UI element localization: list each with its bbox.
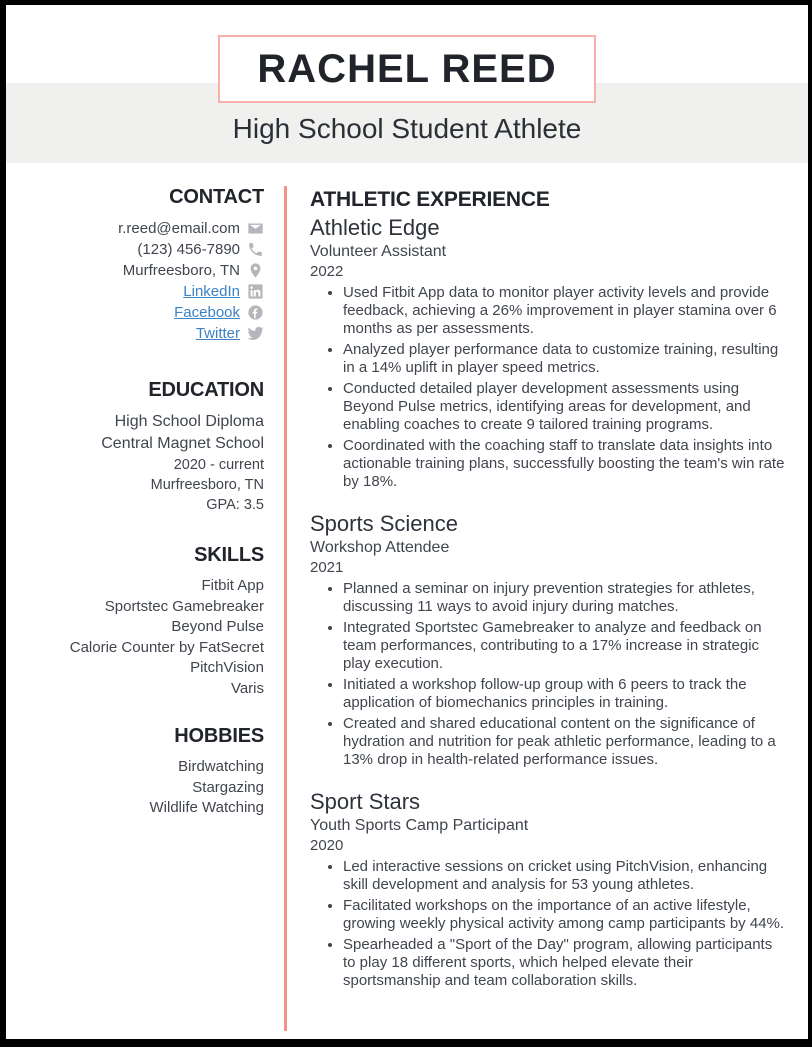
job-bullet: • Planned a seminar on injury prevention strategies for athletes, discussing 11 ways to avoid injury during matches.	[343, 580, 785, 616]
job-company: Athletic Edge	[310, 215, 440, 240]
candidate-name: RACHEL REED	[257, 46, 557, 91]
resume-header	[6, 5, 808, 163]
contact-location-text: Murfreesboro, TN	[122, 262, 240, 279]
contact-phone-row	[14, 239, 264, 260]
job-role: Workshop Attendee	[310, 539, 450, 556]
job-year: 2022	[310, 263, 344, 280]
contact-email-text: r.reed@email.com	[118, 220, 240, 237]
job-bullet: • Led interactive sessions on cricket using PitchVision, enhancing skill development and analysis for 53 young athletes.	[343, 858, 785, 894]
contact-phone-text: (123) 456-7890	[137, 241, 240, 258]
job-bullet: • Analyzed player performance data to customize training, resulting in a 14% uplift in player speed metrics.	[343, 341, 785, 377]
sidebar	[6, 163, 284, 1044]
job-bullet: • Coordinated with the coaching staff to translate data insights into actionable training plans, successfully boosting the team's win rate by 18%.	[343, 437, 785, 491]
job-role: Volunteer Assistant	[310, 243, 447, 260]
linkedin-icon	[247, 283, 264, 300]
job-company: Sport Stars	[310, 789, 421, 814]
location-pin-icon	[247, 262, 264, 279]
education-school: Central Magnet School	[101, 435, 264, 452]
experience-section-title: ATHLETIC EXPERIENCE	[310, 188, 550, 211]
education-location: Murfreesboro, TN	[150, 477, 264, 493]
job-bullets	[310, 284, 785, 491]
contact-twitter-row	[14, 323, 264, 344]
education-section-title: EDUCATION	[148, 379, 264, 401]
skills-section-title: SKILLS	[194, 544, 264, 566]
job-bullet: • Integrated Sportstec Gamebreaker to analyze and feedback on team performances, contributing to a 17% increase in strategic play execution.	[343, 619, 785, 673]
job-bullet: • Created and shared educational content on the significance of hydration and nutrition for peak athletic performance, leading to a 13% drop in health-related performance issues.	[343, 715, 785, 769]
job-bullet: • Spearheaded a "Sport of the Day" program, allowing participants to play 18 different sports, which helped elevate their sportsmanship and team collaboration skills.	[343, 936, 785, 990]
education-dates: 2020 - current	[173, 457, 264, 473]
contact-facebook-row	[14, 302, 264, 323]
resume-body	[6, 163, 808, 1044]
hobbies-section-title: HOBBIES	[174, 725, 264, 747]
skill-item: Varis	[230, 679, 264, 697]
job-bullet: • Used Fitbit App data to monitor player activity levels and provide feedback, achieving a 26% improvement in player stamina over 6 months as per assessments.	[343, 284, 785, 338]
job-athletic-edge	[310, 215, 785, 491]
contact-section-title: CONTACT	[169, 186, 264, 208]
contact-email-row	[14, 218, 264, 239]
hobby-item: Wildlife Watching	[149, 799, 264, 816]
skill-item: Calorie Counter by FatSecret	[69, 638, 264, 656]
hobby-item: Birdwatching	[178, 758, 264, 775]
job-bullet: • Initiated a workshop follow-up group with 6 peers to track the application of biomechanics principles in training.	[343, 676, 785, 712]
job-year: 2020	[310, 837, 344, 854]
facebook-link[interactable]: Facebook	[174, 304, 240, 321]
twitter-icon	[247, 325, 264, 342]
linkedin-link[interactable]: LinkedIn	[183, 283, 240, 300]
contact-linkedin-row	[14, 281, 264, 302]
job-sports-science	[310, 511, 785, 769]
job-sport-stars	[310, 789, 785, 990]
skill-item: Sportstec Gamebreaker	[104, 597, 264, 615]
job-company: Sports Science	[310, 511, 458, 536]
skill-item: Fitbit App	[201, 577, 264, 594]
job-bullet: • Conducted detailed player development assessments using Beyond Pulse metrics, identifying areas for development, and enabling coaches to create 9 tailored training programs.	[343, 380, 785, 434]
candidate-subtitle: High School Student Athlete	[232, 113, 582, 144]
job-bullets	[310, 580, 785, 769]
facebook-icon	[247, 304, 264, 321]
email-icon	[247, 220, 264, 237]
education-gpa: GPA: 3.5	[206, 497, 264, 513]
contact-location-row	[14, 260, 264, 281]
name-box	[218, 35, 596, 103]
phone-icon	[247, 241, 264, 258]
experience-column	[287, 163, 808, 1044]
skill-item: Beyond Pulse	[171, 618, 264, 635]
twitter-link[interactable]: Twitter	[195, 325, 240, 342]
skill-item: PitchVision	[190, 659, 264, 676]
hobby-item: Stargazing	[192, 778, 264, 796]
job-bullets	[310, 858, 785, 990]
job-year: 2021	[310, 559, 344, 576]
education-degree: High School Diploma	[114, 413, 264, 430]
job-bullet: • Facilitated workshops on the importance of an active lifestyle, growing weekly physical activity among camp participants by 44%.	[343, 897, 785, 933]
job-role: Youth Sports Camp Participant	[310, 817, 529, 834]
